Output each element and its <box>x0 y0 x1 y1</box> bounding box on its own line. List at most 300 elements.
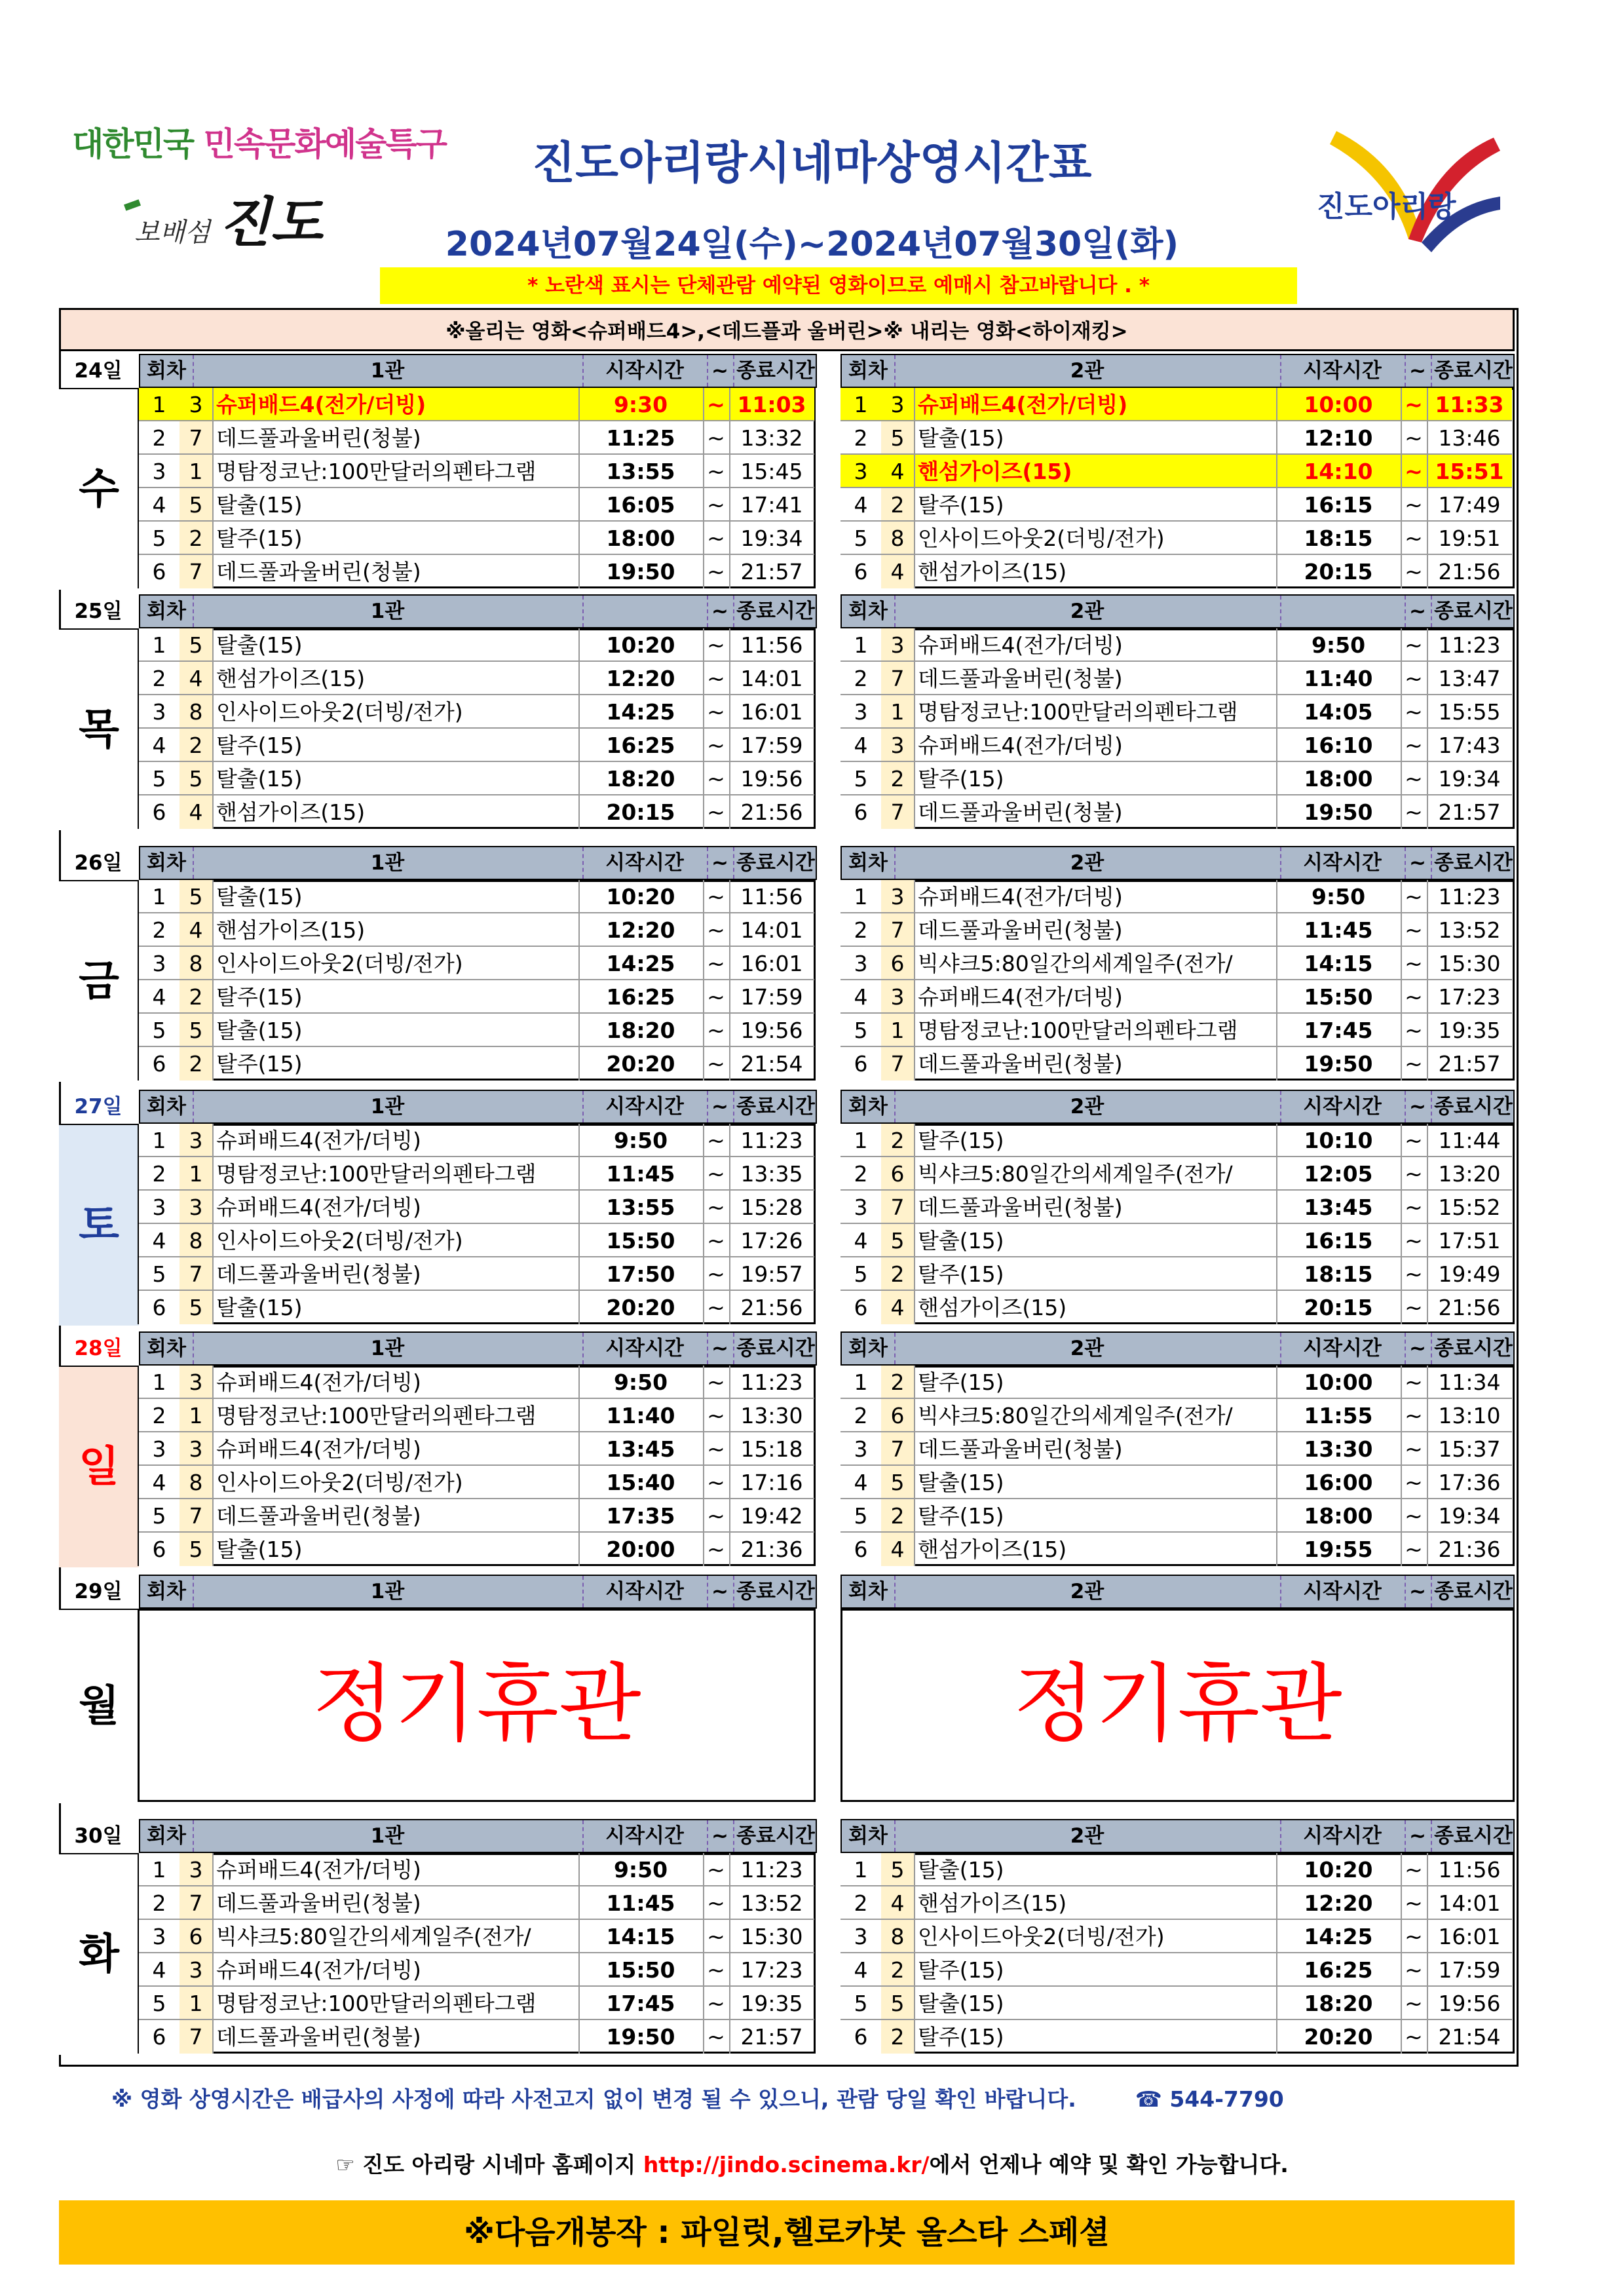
end-time: 15:37 <box>1438 1436 1501 1462</box>
column-divider <box>1427 1047 1428 1081</box>
tilde: ~ <box>1405 1161 1423 1187</box>
movie-title: 데드풀과울버린(청불) <box>216 425 421 451</box>
header-tilde: ~ <box>711 1580 728 1603</box>
column-divider <box>1427 1124 1428 1157</box>
hall1-header <box>139 846 817 880</box>
column-divider <box>578 1533 580 1566</box>
age-code: 5 <box>881 1466 915 1499</box>
schedule-row <box>840 1499 1512 1533</box>
column-divider <box>578 729 580 762</box>
schedule-row <box>840 1291 1512 1324</box>
column-divider <box>1276 662 1277 695</box>
column-divider <box>729 1920 730 1953</box>
column-divider <box>703 1886 704 1920</box>
header-hall: 2관 <box>1070 1580 1105 1603</box>
schedule-row <box>139 795 814 829</box>
column-divider <box>1427 729 1428 762</box>
round-number: 2 <box>840 913 882 947</box>
day-of-week: 토 <box>59 1124 139 1326</box>
end-time: 16:01 <box>740 699 803 725</box>
end-time: 21:36 <box>740 1537 803 1562</box>
tilde: ~ <box>707 492 725 518</box>
tilde: ~ <box>1405 799 1423 825</box>
end-time: 17:51 <box>1438 1228 1501 1253</box>
tilde: ~ <box>1405 1261 1423 1287</box>
end-time: 11:44 <box>1438 1128 1501 1153</box>
age-code: 5 <box>179 628 214 662</box>
column-divider <box>1401 1920 1402 1953</box>
header-divider <box>582 847 584 879</box>
column-divider <box>729 1466 730 1499</box>
schedule-row <box>139 1953 814 1987</box>
column-divider <box>1401 1257 1402 1291</box>
end-time: 15:51 <box>1435 459 1504 484</box>
start-time: 14:25 <box>1304 1924 1373 1949</box>
age-code: 4 <box>881 555 915 588</box>
age-code: 3 <box>179 1853 214 1886</box>
age-code: 1 <box>179 1399 214 1432</box>
movie-title: 명탐정코난:100만달러의펜타그램 <box>216 1991 537 2016</box>
start-time: 11:40 <box>606 1403 675 1428</box>
column-divider <box>729 1399 730 1432</box>
tilde: ~ <box>1405 559 1423 584</box>
column-divider <box>1401 662 1402 695</box>
end-time: 11:33 <box>1435 392 1504 417</box>
tilde: ~ <box>1405 1018 1423 1043</box>
column-divider <box>1427 1366 1428 1399</box>
movie-title: 탈주(15) <box>918 1128 1004 1153</box>
movie-title: 데드풀과울버린(청불) <box>918 1436 1123 1462</box>
header-hall: 2관 <box>1070 851 1105 875</box>
round-number: 3 <box>840 1432 882 1466</box>
column-divider <box>1401 947 1402 980</box>
column-divider <box>703 1533 704 1566</box>
column-divider <box>703 1157 704 1191</box>
round-number: 4 <box>139 1466 181 1499</box>
round-number: 3 <box>139 1432 181 1466</box>
header-divider <box>1280 1333 1281 1364</box>
column-divider <box>729 2020 730 2054</box>
start-time: 17:35 <box>606 1503 675 1529</box>
end-time: 19:42 <box>740 1503 803 1529</box>
column-divider <box>1401 1366 1402 1399</box>
column-divider <box>578 628 580 662</box>
hall2-header <box>840 354 1515 388</box>
header-hall: 1관 <box>370 1095 405 1119</box>
header-tilde: ~ <box>711 1095 728 1119</box>
age-code: 1 <box>881 1014 915 1047</box>
column-divider <box>703 455 704 488</box>
header-divider <box>1405 1091 1406 1122</box>
homepage-link[interactable]: http://jindo.scinema.kr/ <box>643 2152 930 2177</box>
movie-title: 탈출(15) <box>216 766 303 792</box>
column-divider <box>703 729 704 762</box>
header-divider <box>894 596 896 627</box>
column-divider <box>729 1157 730 1191</box>
start-time: 9:50 <box>1311 632 1366 658</box>
tilde: ~ <box>707 1857 725 1883</box>
end-time: 17:59 <box>740 733 803 758</box>
age-code: 8 <box>881 1920 915 1953</box>
end-time: 11:56 <box>740 632 803 658</box>
header-divider <box>1280 1820 1281 1852</box>
column-divider <box>578 1886 580 1920</box>
end-time: 19:35 <box>740 1991 803 2016</box>
schedule-row <box>840 1920 1512 1953</box>
column-divider <box>578 880 580 913</box>
tilde: ~ <box>707 2024 725 2050</box>
movie-title: 핸섬가이즈(15) <box>216 799 366 825</box>
age-code: 3 <box>179 388 214 421</box>
column-divider <box>729 980 730 1014</box>
round-number: 4 <box>139 1224 181 1257</box>
header-divider <box>894 1576 896 1607</box>
header-round: 회차 <box>848 600 888 623</box>
header-divider <box>733 1820 734 1852</box>
column-divider <box>729 1291 730 1324</box>
header-divider <box>193 1091 194 1122</box>
start-time: 18:15 <box>1304 1261 1373 1287</box>
header-divider <box>1405 847 1406 879</box>
column-divider <box>729 880 730 913</box>
round-number: 3 <box>139 947 181 980</box>
movie-title: 슈퍼배드4(전가/더빙) <box>216 1195 421 1220</box>
column-divider <box>1401 455 1402 488</box>
end-time: 11:34 <box>1438 1369 1501 1395</box>
column-divider <box>729 1533 730 1566</box>
round-number: 4 <box>840 488 882 522</box>
column-divider <box>729 488 730 522</box>
tilde: ~ <box>707 1195 725 1220</box>
round-number: 6 <box>840 795 882 829</box>
tilde: ~ <box>1405 492 1423 518</box>
column-divider <box>578 947 580 980</box>
column-divider <box>578 1499 580 1533</box>
start-time: 20:00 <box>606 1537 675 1562</box>
start-time: 18:20 <box>606 1018 675 1043</box>
header-divider <box>1431 847 1432 879</box>
start-time: 18:20 <box>1304 1991 1373 2016</box>
column-divider <box>578 2020 580 2054</box>
movie-title: 탈주(15) <box>216 733 303 758</box>
end-time: 13:32 <box>740 425 803 451</box>
start-time: 9:50 <box>613 1369 668 1395</box>
footer-homepage: ☞ 진도 아리랑 시네마 홈페이지 http://jindo.scinema.kr/에서 언제나 예약 및 확인 가능합니다. <box>335 2152 1289 2177</box>
end-time: 19:56 <box>740 766 803 792</box>
header-tilde: ~ <box>1409 851 1426 875</box>
header-tilde: ~ <box>711 1824 728 1848</box>
tilde: ~ <box>707 666 725 691</box>
round-number: 3 <box>139 695 181 729</box>
end-time: 13:20 <box>1438 1161 1501 1187</box>
end-time: 15:45 <box>740 459 803 484</box>
column-divider <box>729 1124 730 1157</box>
tilde: ~ <box>707 766 725 792</box>
start-time: 10:20 <box>1304 1857 1373 1883</box>
column-divider <box>1401 1291 1402 1324</box>
round-number: 4 <box>840 1953 882 1987</box>
column-divider <box>1427 388 1428 421</box>
tilde: ~ <box>707 733 725 758</box>
column-divider <box>703 1014 704 1047</box>
logo-line1: 대한민국 민속문화예술특구 <box>72 125 447 163</box>
schedule-row <box>139 1533 814 1566</box>
round-number: 4 <box>840 1466 882 1499</box>
tilde: ~ <box>707 799 725 825</box>
column-divider <box>703 1224 704 1257</box>
end-time: 11:23 <box>740 1369 803 1395</box>
round-number: 1 <box>840 880 882 913</box>
tilde: ~ <box>707 884 725 909</box>
age-code: 5 <box>881 1224 915 1257</box>
column-divider <box>703 1257 704 1291</box>
movie-title: 탈출(15) <box>918 1857 1004 1883</box>
header-start: 시작시간 <box>1303 851 1382 875</box>
tilde: ~ <box>1405 632 1423 658</box>
column-divider <box>1401 1432 1402 1466</box>
column-divider <box>729 555 730 588</box>
column-divider <box>729 1014 730 1047</box>
header-divider <box>1431 596 1432 627</box>
header-start <box>1280 596 1405 627</box>
tilde: ~ <box>1405 1537 1423 1562</box>
header-hall: 2관 <box>1070 1095 1105 1119</box>
release-banner: ※올리는 영화<슈퍼배드4>,<데드플과 울버린>※ 내리는 영화<하이재킹> <box>59 308 1515 351</box>
round-number: 3 <box>139 1191 181 1224</box>
schedule-row <box>840 455 1512 488</box>
column-divider <box>1276 913 1277 947</box>
header-divider <box>894 355 896 387</box>
round-number: 5 <box>840 1014 882 1047</box>
schedule-row <box>139 913 814 947</box>
age-code: 1 <box>179 1157 214 1191</box>
round-number: 1 <box>139 1124 181 1157</box>
age-code: 4 <box>881 455 915 488</box>
column-divider <box>1427 880 1428 913</box>
movie-title: 핸섬가이즈(15) <box>918 559 1067 584</box>
header-divider <box>582 596 584 627</box>
schedule-row <box>840 1366 1512 1399</box>
movie-title: 슈퍼배드4(전가/더빙) <box>918 884 1123 909</box>
column-divider <box>1276 1920 1277 1953</box>
age-code: 3 <box>179 1366 214 1399</box>
end-time: 17:59 <box>740 984 803 1010</box>
column-divider <box>729 1886 730 1920</box>
start-time: 20:20 <box>1304 2024 1373 2050</box>
column-divider <box>1276 1224 1277 1257</box>
header-end: 종료시간 <box>736 1824 815 1848</box>
hall2-header <box>840 1331 1515 1366</box>
hall1-header <box>139 1090 817 1124</box>
column-divider <box>1401 695 1402 729</box>
end-time: 19:34 <box>740 526 803 551</box>
start-time: 12:20 <box>606 917 675 943</box>
start-time: 18:15 <box>1304 526 1373 551</box>
start-time: 12:20 <box>1304 1890 1373 1916</box>
start-time: 10:10 <box>1304 1128 1373 1153</box>
column-divider <box>729 388 730 421</box>
schedule-row <box>840 1399 1512 1432</box>
day-label: 30일 <box>74 1824 123 1848</box>
next-release-bar: ※다음개봉작 : 파일럿,헬로카봇 올스타 스페셜 <box>59 2200 1515 2265</box>
column-divider <box>1401 1399 1402 1432</box>
schedule-row <box>840 1432 1512 1466</box>
column-divider <box>1276 729 1277 762</box>
age-code: 4 <box>881 1291 915 1324</box>
column-divider <box>578 762 580 795</box>
header-tilde: ~ <box>1409 1824 1426 1848</box>
movie-title: 핸섬가이즈(15) <box>918 459 1072 484</box>
hall1-header <box>139 1575 817 1609</box>
schedule-row <box>840 1466 1512 1499</box>
age-code: 7 <box>179 2020 214 2054</box>
column-divider <box>1276 1124 1277 1157</box>
end-time: 15:18 <box>740 1436 803 1462</box>
schedule-row <box>840 1886 1512 1920</box>
header-hall: 1관 <box>370 1580 405 1603</box>
header-divider <box>1431 1333 1432 1364</box>
page-title: 진도아리랑시네마상영시간표 <box>532 138 1092 189</box>
movie-title: 슈퍼배드4(전가/더빙) <box>216 1957 421 1983</box>
column-divider <box>703 421 704 455</box>
closed-notice: 정기휴관 <box>312 1654 641 1753</box>
schedule-row <box>840 522 1512 555</box>
column-divider <box>578 1987 580 2020</box>
movie-title: 탈주(15) <box>216 984 303 1010</box>
header-hall: 1관 <box>370 1337 405 1360</box>
column-divider <box>578 1920 580 1953</box>
movie-title: 명탐정코난:100만달러의펜타그램 <box>918 1018 1238 1043</box>
header-start: 시작시간 <box>605 359 684 383</box>
column-divider <box>1427 2020 1428 2054</box>
round-number: 5 <box>139 1987 181 2020</box>
header-divider <box>1431 1820 1432 1852</box>
column-divider <box>1401 628 1402 662</box>
movie-title: 탈출(15) <box>918 1991 1004 2016</box>
age-code: 3 <box>881 628 915 662</box>
schedule-row <box>139 1853 814 1886</box>
header-round: 회차 <box>147 1580 186 1603</box>
age-code: 7 <box>881 913 915 947</box>
age-code: 7 <box>179 1499 214 1533</box>
round-number: 6 <box>139 1047 181 1081</box>
age-code: 1 <box>179 1987 214 2020</box>
hall2-header <box>840 1819 1515 1853</box>
column-divider <box>1276 421 1277 455</box>
column-divider <box>1276 1366 1277 1399</box>
header-divider <box>1431 1576 1432 1607</box>
movie-title: 명탐정코난:100만달러의펜타그램 <box>216 459 537 484</box>
tilde: ~ <box>1405 1369 1423 1395</box>
column-divider <box>1427 1886 1428 1920</box>
column-divider <box>729 947 730 980</box>
schedule-row <box>139 662 814 695</box>
column-divider <box>703 947 704 980</box>
column-divider <box>1276 1014 1277 1047</box>
header-start <box>582 596 707 627</box>
movie-title: 핸섬가이즈(15) <box>216 917 366 943</box>
schedule-row <box>840 628 1512 662</box>
header-round: 회차 <box>147 1824 186 1848</box>
header-hall: 1관 <box>370 851 405 875</box>
round-number: 2 <box>840 1886 882 1920</box>
round-number: 6 <box>139 2020 181 2054</box>
schedule-row <box>840 1987 1512 2020</box>
day-label: 29일 <box>74 1580 123 1603</box>
tilde: ~ <box>707 392 725 417</box>
end-time: 13:46 <box>1438 425 1501 451</box>
header-divider <box>582 1820 584 1852</box>
start-time: 12:10 <box>1304 425 1373 451</box>
age-code: 2 <box>881 1366 915 1399</box>
header-start: 시작시간 <box>605 1580 684 1603</box>
end-time: 21:54 <box>1438 2024 1501 2050</box>
schedule-row <box>139 1291 814 1324</box>
start-time: 20:15 <box>1304 559 1373 584</box>
end-time: 17:23 <box>740 1957 803 1983</box>
column-divider <box>1276 1191 1277 1224</box>
end-time: 17:59 <box>1438 1957 1501 1983</box>
column-divider <box>703 1987 704 2020</box>
header-start: 시작시간 <box>605 1824 684 1848</box>
age-code: 7 <box>179 421 214 455</box>
schedule-row <box>139 628 814 662</box>
column-divider <box>729 421 730 455</box>
movie-title: 핸섬가이즈(15) <box>216 666 366 691</box>
column-divider <box>1276 1291 1277 1324</box>
movie-title: 명탐정코난:100만달러의펜타그램 <box>918 699 1238 725</box>
start-time: 18:20 <box>606 766 675 792</box>
hall1-header <box>139 1331 817 1366</box>
tilde: ~ <box>707 917 725 943</box>
column-divider <box>729 795 730 829</box>
column-divider <box>1401 421 1402 455</box>
tilde: ~ <box>1405 1470 1423 1495</box>
end-time: 21:36 <box>1438 1537 1501 1562</box>
start-time: 15:50 <box>606 1228 675 1253</box>
end-time: 14:01 <box>740 917 803 943</box>
tilde: ~ <box>1405 459 1423 484</box>
column-divider <box>729 1191 730 1224</box>
end-time: 17:23 <box>1438 984 1501 1010</box>
age-code: 7 <box>881 1191 915 1224</box>
tilde: ~ <box>707 1957 725 1983</box>
movie-title: 탈주(15) <box>918 1369 1004 1395</box>
end-time: 13:52 <box>740 1890 803 1916</box>
schedule-row <box>840 1953 1512 1987</box>
header-divider <box>1280 1576 1281 1607</box>
column-divider <box>1427 628 1428 662</box>
column-divider <box>1276 388 1277 421</box>
schedule-row <box>840 662 1512 695</box>
tilde: ~ <box>1405 951 1423 976</box>
column-divider <box>1401 1499 1402 1533</box>
movie-title: 탈주(15) <box>918 2024 1004 2050</box>
movie-title: 빅샤크5:80일간의세계일주(전가/ <box>918 951 1233 976</box>
start-time: 15:40 <box>606 1470 675 1495</box>
column-divider <box>1427 1920 1428 1953</box>
age-code: 5 <box>179 488 214 522</box>
day-of-week: 금 <box>59 880 139 1082</box>
age-code: 2 <box>881 762 915 795</box>
tilde: ~ <box>707 1403 725 1428</box>
header-tilde: ~ <box>1409 600 1426 623</box>
column-divider <box>1427 421 1428 455</box>
column-divider <box>1401 388 1402 421</box>
movie-title: 탈주(15) <box>918 1261 1004 1287</box>
header-divider <box>582 1333 584 1364</box>
column-divider <box>578 522 580 555</box>
